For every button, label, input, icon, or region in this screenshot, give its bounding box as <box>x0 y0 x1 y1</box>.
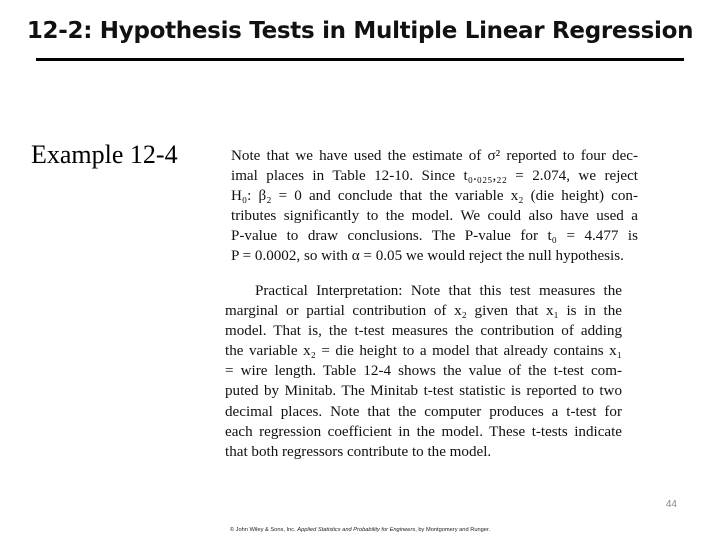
textbook-paragraph-1 <box>231 146 638 267</box>
title-underline <box>36 58 684 61</box>
paragraph-2-line: marginal or partial contribution of x₂ given that x₁ is in the <box>225 303 622 320</box>
paragraph-2-line: each regression coefficient in the model. These t-tests indicate <box>225 423 622 440</box>
paragraph-2-line: puted by Minitab. The Minitab t-test statistic is reported to two <box>225 383 622 400</box>
page-number: 44 <box>665 499 677 510</box>
paragraph-1-line: tributes significantly to the model. We could also have used a <box>231 208 638 225</box>
paragraph-1-line: H₀: β₂ = 0 and conclude that the variable x₂ (die height) con- <box>231 188 638 205</box>
slide-title: 12-2: Hypothesis Tests in Multiple Linear Regression <box>26 18 694 44</box>
footer-authors: , by Montgomery and Runger. <box>415 527 491 533</box>
paragraph-1-line: P-value to draw conclusions. The P-value for t₀ = 4.477 is <box>231 228 638 245</box>
paragraph-2-line: = wire length. Table 12-4 shows the value of the t-test com- <box>225 363 622 380</box>
copyright-footer <box>0 527 720 533</box>
footer-book-title: Applied Statistics and Probability for Engineers <box>297 527 416 533</box>
footer-copyright: © John Wiley & Sons, Inc. <box>229 527 296 533</box>
paragraph-2-line: the variable x₂ = die height to a model that already contains x₁ <box>225 343 622 360</box>
paragraph-1-line: P = 0.0002, so with α = 0.05 we would reject the null hypothesis. <box>231 248 624 265</box>
paragraph-2-line: that both regressors contribute to the model. <box>225 443 492 460</box>
paragraph-1-line: imal places in Table 12-10. Since t₀.₀₂₅,₂₂ = 2.074, we reject <box>231 168 638 185</box>
paragraph-2-line: Practical Interpretation: Note that this test measures the <box>255 283 622 299</box>
paragraph-1-line: Note that we have used the estimate of σ² reported to four dec- <box>231 148 638 164</box>
textbook-paragraph-2 <box>225 281 622 462</box>
example-label: Example 12-4 <box>31 140 178 169</box>
paragraph-2-line: decimal places. Note that the computer produces a t-test for <box>225 403 622 420</box>
paragraph-2-line: model. That is, the t-test measures the contribution of adding <box>225 323 622 340</box>
